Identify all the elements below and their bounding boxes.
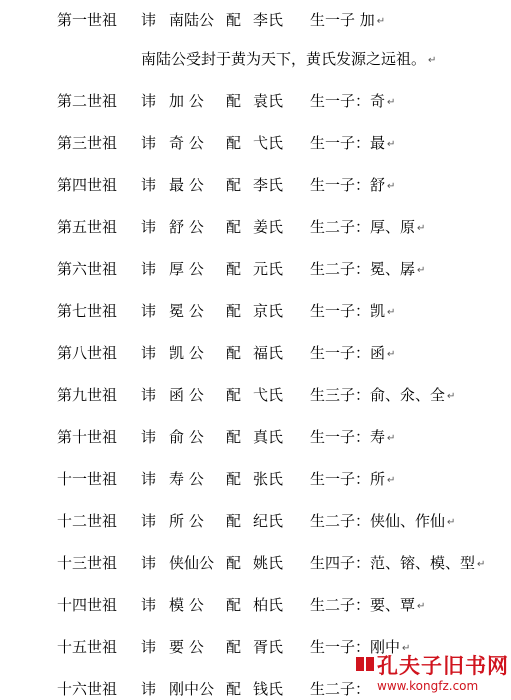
- ancestor-row: [0, 174, 511, 196]
- sons-text: 生一子：刚中: [310, 638, 401, 656]
- paragraph-mark-icon: ↵: [447, 517, 456, 528]
- taboo-name-prefix: 讳: [141, 680, 157, 698]
- ancestor-name: 俞 公: [169, 428, 204, 446]
- generation-label: 第五世祖: [57, 218, 118, 236]
- generation-label: 十四世祖: [57, 596, 118, 614]
- ancestor-row: [0, 300, 511, 322]
- spouse-prefix: 配: [226, 554, 242, 572]
- generation-label: 第九世祖: [57, 386, 118, 404]
- paragraph-mark-icon: ↵: [417, 265, 426, 276]
- ancestor-name: 冕 公: [169, 302, 204, 320]
- taboo-name-prefix: 讳: [141, 302, 157, 320]
- spouse-name: 柏氏: [253, 596, 284, 614]
- spouse-name: 姜氏: [253, 218, 284, 236]
- sons-text: 生一子：寿: [310, 428, 386, 446]
- ancestor-row: [0, 384, 511, 406]
- generation-label: 十二世祖: [57, 512, 118, 530]
- paragraph-mark-icon: ↵: [387, 433, 396, 444]
- ancestor-name: 奇 公: [169, 134, 204, 152]
- spouse-prefix: 配: [226, 638, 242, 656]
- ancestor-name: 南陆公: [169, 11, 215, 29]
- taboo-name-prefix: 讳: [141, 428, 157, 446]
- sons-info: [310, 216, 425, 240]
- ancestor-row: [0, 216, 511, 238]
- spouse-prefix: 配: [226, 596, 242, 614]
- ancestor-name: 函 公: [169, 386, 204, 404]
- spouse-name: 李氏: [253, 176, 284, 194]
- sons-info: [310, 510, 455, 534]
- ancestor-name: 寿 公: [169, 470, 204, 488]
- ancestor-name: 模 公: [169, 596, 204, 614]
- ancestor-row: [0, 552, 511, 574]
- paragraph-mark-icon: ↵: [387, 349, 396, 360]
- spouse-prefix: 配: [226, 134, 242, 152]
- sons-info: [310, 342, 395, 366]
- spouse-prefix: 配: [226, 470, 242, 488]
- paragraph-mark-icon: ↵: [477, 559, 486, 570]
- paragraph-mark-icon: ↵: [428, 55, 437, 66]
- spouse-name: 弋氏: [253, 386, 284, 404]
- paragraph-mark-icon: ↵: [387, 181, 396, 192]
- spouse-prefix: 配: [226, 218, 242, 236]
- generation-label: 第八世祖: [57, 344, 118, 362]
- sons-info: [310, 174, 395, 198]
- sons-text: 生一子：所: [310, 470, 386, 488]
- taboo-name-prefix: 讳: [141, 134, 157, 152]
- generation-label: 十一世祖: [57, 470, 118, 488]
- ancestor-name: 侠仙公: [169, 554, 215, 572]
- spouse-prefix: 配: [226, 92, 242, 110]
- ancestor-name: 最 公: [169, 176, 204, 194]
- generation-label: 第十世祖: [57, 428, 118, 446]
- ancestor-row: [0, 342, 511, 364]
- paragraph-mark-icon: ↵: [417, 601, 426, 612]
- spouse-prefix: 配: [226, 176, 242, 194]
- taboo-name-prefix: 讳: [141, 176, 157, 194]
- paragraph-mark-icon: ↵: [376, 16, 386, 27]
- sons-text: 生一子：舒: [310, 176, 386, 194]
- spouse-name: 真氏: [253, 428, 284, 446]
- ancestor-name: 凯 公: [169, 344, 204, 362]
- spouse-name: 姚氏: [253, 554, 284, 572]
- taboo-name-prefix: 讳: [141, 218, 157, 236]
- paragraph-mark-icon: ↵: [387, 97, 396, 108]
- ancestor-row: [0, 90, 511, 112]
- sons-text: 生二子：: [310, 680, 371, 698]
- sons-text: 生二子：要、覃: [310, 596, 416, 614]
- sons-info: [310, 90, 395, 114]
- generation-label: 第二世祖: [57, 92, 118, 110]
- note-line: [141, 48, 436, 70]
- sons-info: [310, 384, 455, 408]
- sons-text: 生一子：函: [310, 344, 386, 362]
- taboo-name-prefix: 讳: [141, 11, 157, 29]
- ancestor-name: 加 公: [169, 92, 204, 110]
- spouse-prefix: 配: [226, 386, 242, 404]
- note-text: 南陆公受封于黄为天下，黄氏发源之远祖。: [141, 50, 427, 68]
- spouse-name: 胥氏: [253, 638, 284, 656]
- sons-text: 生二子：冕、孱: [310, 260, 416, 278]
- sons-info: [310, 9, 385, 33]
- spouse-prefix: 配: [226, 260, 242, 278]
- ancestor-row: [0, 9, 511, 31]
- sons-info: [310, 552, 485, 576]
- generation-label: 第三世祖: [57, 134, 118, 152]
- spouse-prefix: 配: [226, 302, 242, 320]
- sons-info: [310, 594, 425, 618]
- spouse-name: 张氏: [253, 470, 284, 488]
- sons-text: 生四子：范、镕、模、型: [310, 554, 476, 572]
- watermark: [355, 650, 511, 700]
- spouse-name: 纪氏: [253, 512, 284, 530]
- ancestor-row: [0, 258, 511, 280]
- taboo-name-prefix: 讳: [141, 596, 157, 614]
- spouse-name: 福氏: [253, 344, 284, 362]
- spouse-name: 弋氏: [253, 134, 284, 152]
- taboo-name-prefix: 讳: [141, 92, 157, 110]
- spouse-name: 元氏: [253, 260, 284, 278]
- generation-label: 十三世祖: [57, 554, 118, 572]
- spouse-name: 袁氏: [253, 92, 284, 110]
- spouse-name: 李氏: [253, 11, 284, 29]
- sons-text: 生三子：俞、氽、全: [310, 386, 446, 404]
- sons-info: [310, 132, 395, 156]
- spouse-prefix: 配: [226, 11, 242, 29]
- sons-text: 生一子：最: [310, 134, 386, 152]
- sons-text: 生一子 加: [310, 11, 375, 29]
- paragraph-mark-icon: ↵: [387, 475, 396, 486]
- ancestor-name: 舒 公: [169, 218, 204, 236]
- spouse-prefix: 配: [226, 428, 242, 446]
- generation-label: 十六世祖: [57, 680, 118, 698]
- sons-text: 生二子：侠仙、作仙: [310, 512, 446, 530]
- sons-text: 生一子：奇: [310, 92, 386, 110]
- spouse-name: 钱氏: [253, 680, 284, 698]
- ancestor-name: 所 公: [169, 512, 204, 530]
- ancestor-row: [0, 594, 511, 616]
- taboo-name-prefix: 讳: [141, 638, 157, 656]
- spouse-prefix: 配: [226, 680, 242, 698]
- paragraph-mark-icon: ↵: [402, 643, 411, 654]
- taboo-name-prefix: 讳: [141, 512, 157, 530]
- ancestor-row: [0, 426, 511, 448]
- watermark-url: www.kongfz.com: [377, 679, 479, 693]
- spouse-name: 京氏: [253, 302, 284, 320]
- generation-label: 第七世祖: [57, 302, 118, 320]
- paragraph-mark-icon: ↵: [387, 139, 396, 150]
- sons-text: 生一子：凯: [310, 302, 386, 320]
- ancestor-row: [0, 132, 511, 154]
- ancestor-name: 要 公: [169, 638, 204, 656]
- paragraph-mark-icon: ↵: [417, 223, 426, 234]
- sons-text: 生二子：厚、原: [310, 218, 416, 236]
- paragraph-mark-icon: ↵: [447, 391, 456, 402]
- spouse-prefix: 配: [226, 512, 242, 530]
- watermark-title: 孔夫子旧书网: [377, 654, 509, 678]
- ancestor-name: 厚 公: [169, 260, 204, 278]
- ancestor-row: [0, 510, 511, 532]
- spouse-prefix: 配: [226, 344, 242, 362]
- generation-label: 第一世祖: [57, 11, 118, 29]
- taboo-name-prefix: 讳: [141, 386, 157, 404]
- watermark-logo-icon: [355, 654, 375, 674]
- sons-info: [310, 426, 395, 450]
- ancestor-row: [0, 468, 511, 490]
- generation-label: 第六世祖: [57, 260, 118, 278]
- sons-info: [310, 300, 395, 324]
- taboo-name-prefix: 讳: [141, 344, 157, 362]
- generation-label: 第四世祖: [57, 176, 118, 194]
- generation-label: 十五世祖: [57, 638, 118, 656]
- sons-info: [310, 468, 395, 492]
- ancestor-name: 刚中公: [169, 680, 215, 698]
- taboo-name-prefix: 讳: [141, 554, 157, 572]
- paragraph-mark-icon: ↵: [387, 307, 396, 318]
- taboo-name-prefix: 讳: [141, 470, 157, 488]
- sons-info: [310, 258, 425, 282]
- taboo-name-prefix: 讳: [141, 260, 157, 278]
